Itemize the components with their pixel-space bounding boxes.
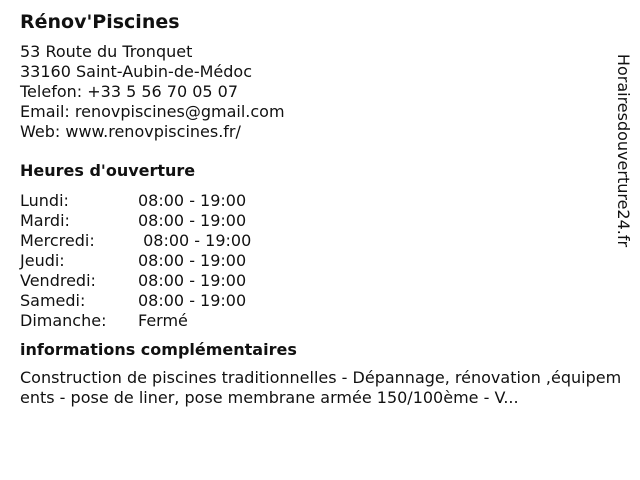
hours-day: Dimanche: (20, 311, 107, 330)
hours-time: 08:00 - 19:00 (138, 271, 247, 290)
hours-day: Samedi: (20, 291, 86, 310)
side-brand-text: Horairesdouverture24.fr (614, 53, 634, 247)
hours-row-vendredi (20, 271, 620, 291)
hours-day: Jeudi: (20, 251, 65, 270)
web-line: Web: www.renovpiscines.fr/ (20, 122, 241, 141)
hours-time: Fermé (138, 311, 188, 330)
business-name: Rénov'Piscines (20, 11, 180, 33)
address-city: 33160 Saint-Aubin-de-Médoc (20, 62, 252, 81)
side-brand-label (608, 53, 640, 247)
hours-day: Mardi: (20, 211, 70, 230)
hours-table (20, 191, 620, 331)
hours-day: Vendredi: (20, 271, 96, 290)
hours-title: Heures d'ouverture (20, 161, 196, 180)
hours-row-samedi (20, 291, 620, 311)
hours-row-lundi (20, 191, 620, 211)
hours-time: 08:00 - 19:00 (138, 211, 247, 230)
info-text: Construction de piscines traditionnelles - Dépannage, rénovation ,équipements - pose de liner, pose membrane armée 150/100ème - V... (20, 368, 622, 407)
business-card (20, 9, 620, 408)
hours-day: Lundi: (20, 191, 69, 210)
phone-line: Telefon: +33 5 56 70 05 07 (20, 82, 239, 101)
hours-row-mercredi (20, 231, 620, 251)
info-title: informations complémentaires (20, 340, 297, 359)
hours-time: 08:00 - 19:00 (138, 291, 247, 310)
hours-time: 08:00 - 19:00 (138, 191, 247, 210)
email-line: Email: renovpiscines@gmail.com (20, 102, 285, 121)
hours-day: Mercredi: (20, 231, 95, 250)
hours-row-jeudi (20, 251, 620, 271)
address-street: 53 Route du Tronquet (20, 42, 193, 61)
hours-row-mardi (20, 211, 620, 231)
hours-time: 08:00 - 19:00 (138, 231, 252, 250)
hours-row-dimanche (20, 311, 620, 331)
hours-time: 08:00 - 19:00 (138, 251, 247, 270)
